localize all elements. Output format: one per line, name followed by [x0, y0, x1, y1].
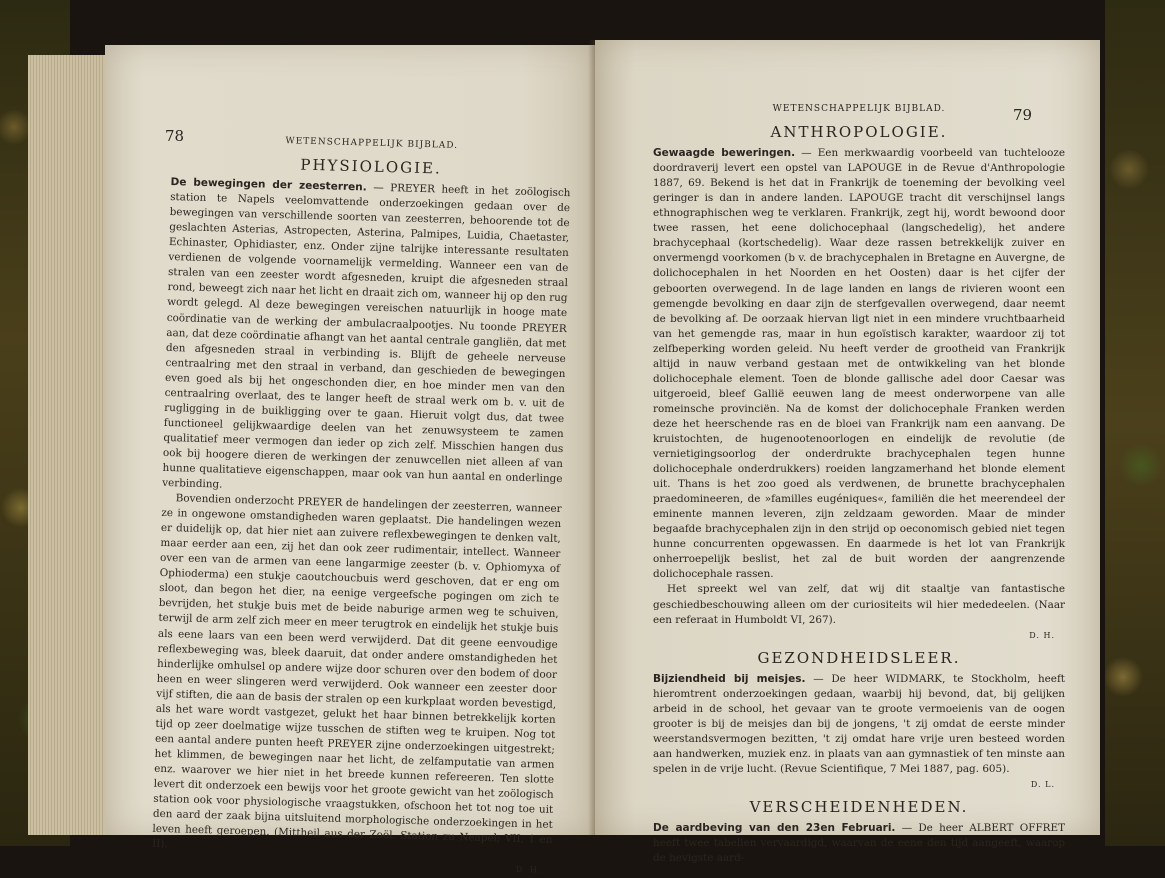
article-heading: Gewaagde beweringen. — [653, 147, 796, 160]
right-page-text — [653, 102, 1065, 866]
page-number: 79 — [1013, 106, 1033, 124]
left-page — [105, 45, 595, 875]
paragraph-text: — Een merkwaardig voorbeeld van tuchtelooze doordraverij levert een opstel van LAPOUGE in de Revue d'Anthropologie 1887, 69. Bekend is het dat in Frankrijk de toeneming der bevolking veel geringer is dan in andere landen. LAPOUGE tracht dit verschijnsel langs ethnographischen weg te verklaren. Frankrijk, zegt hij, wordt bewoond door twee rassen, het eene dolichocephaal (langschedelig), het andere brachycephaal (kortschedelig). Waar deze rassen betrekkelijk zuiver en onvermengd voorkomen (b v. de brachycephalen in Bretagne en Auvergne, de dolichocephalen in het Noorden en het Oosten) daar is het cijfer der geboorten overwegend. In de lage landen en langs de rivieren woont een gemengde bevolking en daar zijn de sterfgevallen overwegend, daar neemt de bevolking af. De oorzaak hiervan ligt niet in een mindere vruchtbaarheid van het gemengde ras, maar in hun egoïstisch karakter, waardoor zij tot zelfbeperking worden geleid. Nu heeft verder de grootheid van Frankrijk altijd in nauw verband gestaan met de ontwikkeling van het blonde dolichocephale element. Toen de blonde gallische adel door Caesar was uitgeroeid, bleef Gallië eeuwen lang de meest onderworpene van alle romeinsche provinciën. Na de komst der dolichocephale Franken werden deze het heerschende ras en de bloei van Frankrijk nam een aanvang. De kruistochten, de hugenootenoorlogen en eindelijk de revolutie (de vernietigingsoorlog der onderdrukte brachycephalen tegen hunne dolichocephale onderdrukkers) roeiden langzamerhand het blonde element uit. Thans is het zoo goed als verdwenen, de brunette brachycephalen praedomineeren, de »familles eugéniques«, familiën die het meerendeel der eminente mannen leveren, zijn zeldzaam geworden. Maar de minder begaafde brachycephalen zijn in den strijd op oeconomisch gebied niet tegen hunne concurrenten opgewassen. En daarmede is het lot van Frankrijk onherroepelijk beslist, het zal de buit worden der aangrenzende dolichocephale rassen. — [653, 147, 1065, 581]
paragraph — [653, 146, 1065, 582]
paragraph-text: — PREYER heeft in het zoölogisch station te Napels veelomvattende onderzoekingen gedaan over de bewegingen van verschillende soorten van zeesterren, behoorende tot de geslachten Asterias, Astropecten, Asterina, Palmipes, Luidia, Chaetaster, Echinaster, Ophidiaster, enz. Onder zijne talrijke interessante resultaten verdienen de volgende voornamelijk vermelding. Wanneer een van de stralen van een zeester wordt afgesneden, kruipt die afgesneden straal rond, beweegt zich naar het licht en draait zich om, wanneer hij op den rug wordt gelegd. Al deze bewegingen vereischen natuurlijk in hooge mate coördinatie van de werking der ambulacraalpootjes. Nu toonde PREYER aan, dat deze coördinatie afhangt van het aantal centrale gangliën, dat met den afgesneden straal in verbinding is. Blijft de geheele nerveuse centraalring met den straal in verband, dan geschieden de bewegingen even goed als bij het ongeschonden dier, en hoe minder men van den centraalring overlaat, des te langer heeft de straal werk om b. v. uit de rugligging in de buikligging over te gaan. Hieruit volgt dus, dat twee functioneel gelijkwaardige deelen van het zenuwsysteem te zamen qualitatief meer vermogen dan ieder op zich zelf. Misschien hangen dus ook bij hoogere dieren de werkingen der zenuwcellen niet alleen af van hunne qualitatieve eigenschappen, maar ook van hun aantal en onderlinge verbinding. — [162, 181, 571, 491]
section-title: GEZONDHEIDSLEER. — [757, 648, 961, 667]
paragraph-text: — De heer WIDMARK, te Stockholm, heeft hieromtrent onderzoekingen gedaan, waarbij hij bevond, dat, bij gelijken arbeid in de school, het gevaar van te groote vermoeienis van de oogen grooter is bij de meisjes dan bij de jongens, 't zij omdat de eerste minder weerstandsvermogen bezitten, 't zij omdat hare vrije uren besteed worden aan handwerken, muziek enz. in plaats van aan gymnastiek of ten minste aan spelen in de vrije lucht. (Revue Scientifique, 7 Mei 1887, pag. 605). — [653, 672, 1065, 775]
paragraph: Bovendien onderzocht PREYER de handelingen der zeesterren, wanneer ze in ongewone omstandigheden waren geplaatst. Die handelingen wezen er duidelijk op, dat hier niet aan zuivere reflexbewegingen te denken valt, maar eerder aan een, zij het dan ook zeer rudimentair, intellect. Wanneer over een van de armen van eene langarmige zeester (b. v. Ophiomyxa of Ophioderma) een stukje caoutchoucbuis werd geschoven, dat er eng om sloot, dan begon het dier, na eenige vergeefsche pogingen om zich te bevrijden, het stukje buis met de beide naburige armen weg te schuiven, terwijl de arm zelf zich meer en meer terugtrok en eindelijk het stukje buis als eene laars van een been werd verwijderd. Dat dit geene eenvoudige reflexbeweging was, bleek daaruit, dat onder andere omstandigheden het hinderlijke omhulsel op andere wijze door schuren over den bodem of door heen en weer slingeren werd verwijderd. Ook wanneer een zeester door vijf stiften, die aan de basis der stralen op een kurkplaat worden bevestigd, als het ware wordt vastgezet, gelukt het haar binnen betrekkelijk korten tijd op zeer doelmatige wijze tusschen de stiften weg te kruipen. Nog tot een aantal andere punten heeft PREYER zijne onderzoekingen uitgestrekt; het klimmen, de bewegingen naar het licht, de zelfamputatie van armen enz. waarover we hier niet in het breede kunnen refereeren. Ten slotte levert dit onderzoek een bewijs voor het groote gewicht van het zoölogisch station ook voor physiologische vraagstukken, ofschoon het tot nog toe uit den aard der zaak bijna uitsluitend morphologische onderzoekingen in het leven heeft geroepen. (Mittheil aus der Zoöl. Station zu Neapel; VII, 1 en II). — [151, 492, 562, 851]
paragraph: Het spreekt wel van zelf, dat wij dit staaltje van fantastische geschiedbeschouwing alleen om der curiositeits wil hier mededeelen. (Naar een referaat in Humboldt VI, 267). — [653, 583, 1065, 626]
article-heading: De bewegingen der zeesterren. — [170, 176, 367, 194]
author-initials: D. H. — [515, 865, 542, 875]
book-cover-right — [1105, 0, 1165, 846]
section-title: PHYSIOLOGIE. — [300, 155, 443, 178]
page-edges — [28, 55, 110, 835]
left-page-text — [151, 131, 571, 878]
author-initials: D. H. — [1029, 630, 1055, 640]
section-title: VERSCHEIDENHEDEN. — [749, 798, 969, 817]
author-initials: D. L. — [1030, 780, 1055, 790]
article-heading: Bijziendheid bij meisjes. — [653, 672, 806, 685]
section-title: ANTHROPOLOGIE. — [770, 123, 948, 142]
right-page — [595, 40, 1100, 865]
article-heading: De aardbeving van den 23en Februari. — [653, 822, 896, 835]
paragraph — [653, 821, 1065, 866]
paragraph — [162, 175, 571, 502]
running-head: WETENSCHAPPELIJK BIJBLAD. — [285, 136, 459, 151]
paragraph-text: — De heer ALBERT OFFRET heeft twee tabellen vervaardigd, waarvan de eene den tijd aangeeft, waarop de hevigste aard- — [653, 822, 1065, 865]
page-number: 78 — [165, 127, 185, 145]
running-head: WETENSCHAPPELIJK BIJBLAD. — [772, 104, 946, 114]
paragraph — [653, 672, 1065, 777]
